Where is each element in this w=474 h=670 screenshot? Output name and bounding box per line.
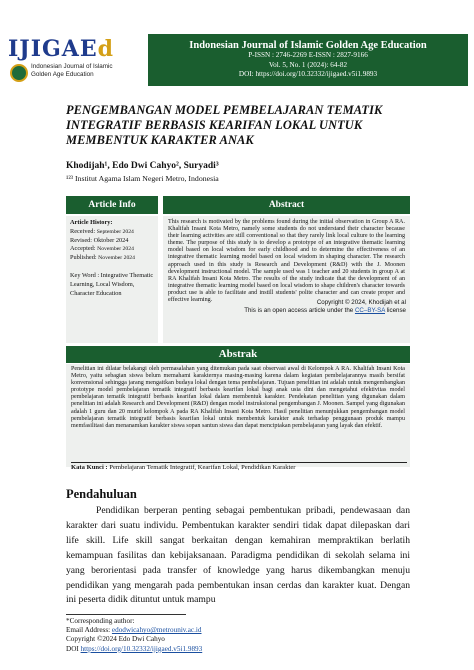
journal-banner xyxy=(148,34,468,86)
article-info-panel xyxy=(66,216,158,343)
article-title: PENGEMBANGAN MODEL PEMBELAJARAN TEMATIK INTEGRATIF BERBASIS KEARIFAN LOKAL UNTUK MEMBENTUK KARAKTER ANAK xyxy=(66,103,383,147)
info-keywords: Key Word : Integrative Thematic Learning, Local Wisdom, Character Education xyxy=(70,271,154,297)
logo-emblem-icon xyxy=(10,64,28,82)
journal-volume: Vol. 5, No. 1 (2024): 64-82 xyxy=(268,60,348,69)
email-link[interactable]: edodwicahyo@metrouniv.ac.id xyxy=(111,626,202,635)
abstrak-heading: Abstrak xyxy=(66,346,410,363)
article-affiliation: ¹²³ Institut Agama Islam Negeri Metro, Indonesia xyxy=(66,174,219,183)
journal-issn: P-ISSN : 2746-2269 E-ISSN : 2827-9166 xyxy=(248,51,368,59)
footnote-divider xyxy=(66,614,186,615)
abstract-copyright: Copyright © 2024, Khodijah et al This is an open access article under the CC–BY-SA license xyxy=(244,299,406,314)
journal-doi[interactable]: DOI: https://doi.org/10.32332/ijigaed.v5i1.9893 xyxy=(238,70,378,78)
kata-kunci: Kata Kunci : Pembelajaran Tematik Integratif, Kearifan Lokal, Pendidikan Karakter xyxy=(71,462,407,471)
abstrak-text: Penelitian ini dilatar belakangi oleh permasalahan yang ditemukan pada saat observasi awal di Kelompok A RA. Khalifah Insani Kota Metro, yaitu sebagian siswa belum memahami karakternya masing-masing karena dalam kegiatan pembelajarannya masih bersifat konvensional sehingga jarang mengaitkan budaya lokal dengan tema pembelajaran. Tujuan penelitian ini adalah untuk mengembangkan prototype model pembelajaran tematik integratif berbasis kearifan lokal bagi anak usia dini dan mengetahui efektivitas model pembelajaran tematik integratif berbasis kearifan lokal dalam membentuk karakter. Pendekatan penelitian yang digunakan dalam penelitian ini adalah Research and Development (R&D) dengan model instruksional pengembangan J. Moonen. Sampel yang digunakan adalah 1 guru dan 20 murid kelompok A pada RA Khalifah Insani Kota Metro. Hasil penelitian menunjukkan pengembangan model pembelajaran tematik integratif berbasis kearifan lokal untuk membentuk karakter anak terhadap penggunaan produk mampu memfasilitasi dan menanamkan karakter siswa sopan santun siswa dan dapat menciptakan pembelajaran yang layak dan efektif. xyxy=(66,364,410,467)
abstract-heading: Abstract xyxy=(163,196,410,214)
logo-wordmark: IJIGAEd xyxy=(8,36,115,62)
revised-row: Revised: Oktober 2024 xyxy=(70,236,129,244)
journal-title: Indonesian Journal of Islamic Golden Age Education xyxy=(189,40,427,51)
footnote: *Corresponding author: Email Address: edodwicahyo@metrouniv.ac.id Copyright ©2024 Edo Dwi Cahyo DOI https://doi.org/10.32332/ijigaed.v5i1.9893 xyxy=(66,617,203,653)
license-link[interactable]: CC–BY-SA xyxy=(354,307,385,314)
section-title: Pendahuluan xyxy=(66,487,137,501)
journal-logo xyxy=(6,34,148,88)
accepted-row: Accepted: November 2024 xyxy=(70,245,134,253)
doi-link[interactable]: https://doi.org/10.32332/ijigaed.v5i1.9893 xyxy=(80,644,203,653)
published-row: Published: November 2024 xyxy=(70,254,135,262)
article-authors: Khodijah¹, Edo Dwi Cahyo², Suryadi³ xyxy=(66,161,219,171)
received-row: Received: September 2024 xyxy=(70,227,134,235)
body-paragraph: Pendidikan berperan penting sebagai pembentukan pribadi, pendewasaan dan karakter dari suatu individu. Pembentukan karakter sendiri tidak dapat dilepaskan dari life skill. Life skill sangat berkaitan dengan kemahiran mempraktikan berlatih kemampuan fasilitas dan kebijaksanaan. Paradigma pendidikan di sekolah selama ini yang berorientasi pada transfer of knowledge yang harus dikembangkan menuju pendidikan yang mengarah pada pembentukan insan cerdas dan karakter kuat. Dengan ini peserta didik dituntut untuk mampu xyxy=(66,505,410,606)
abstract-text: This research is motivated by the problems found during the initial observation in Group A RA. Khalifah Insani Kota Metro, namely some students do not understand their character because their learning activities are still conventional so that they rarely link local culture to the learning theme. The purpose of this study is to develop a prototype of an integrative thematic learning model based on local wisdom for early childhood and to determine the effectiveness of an integrative thematic learning model based on local wisdom in shaping character. The research approach used in this study is Research and Development (R&D) with the J. Moonen development instructional model. The sample used was 1 teacher and 20 students in group A at RA Khalifah Insani Kota Metro. The results of the study indicate that the development of an integrative thematic learning model based on local wisdom to shape children's character towards product use is able to facilitate and instill students' polite character and can create proper and effective learning. xyxy=(163,216,410,343)
logo-subtitle: Indonesian Journal of Islamic Golden Age Education xyxy=(31,63,113,78)
history-label: Article History: xyxy=(70,219,113,226)
article-info-heading: Article Info xyxy=(66,196,158,214)
